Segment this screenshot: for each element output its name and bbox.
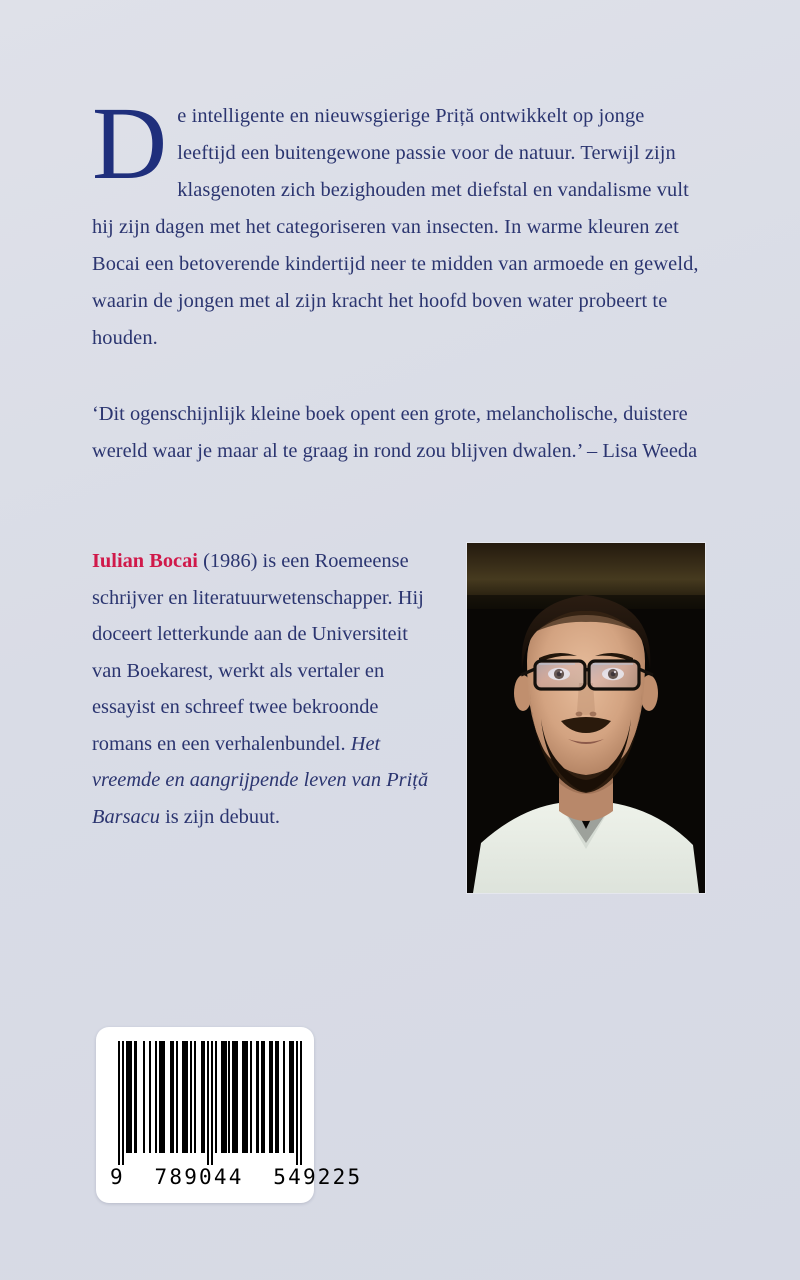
barcode-bars [118,1041,296,1165]
blurb-text: e intelligente en nieuwsgierige Priță ontwikkelt op jonge leeftijd een buitengewone passie voor de natuur. Terwijl zijn klasgenoten zich bezighouden met diefstal en vandalisme vult hij zijn dagen met het categoriseren van insecten. In warme kleuren zet Bocai een betoverende kindertijd neer te midden van armoede en geweld, waarin de jongen met al zijn kracht het hoofd boven water probeert te houden. [92,105,699,349]
bio-text-before-title: is een Roemeense schrijver en literatuurwetenschapper. Hij doceert letterkunde aan de Universiteit van Boekarest, werkt als vertaler en essayist en schreef twee bekroonde romans en een verhalenbundel. [92,550,424,755]
bio-text-after-title: is zijn debuut. [159,805,281,828]
author-portrait-image [467,543,705,893]
review-quote-body: ‘Dit ogenschijnlijk kleine boek opent een grote, melancholische, duistere wereld waar je maar al te graag in rond zou blijven dwalen.’ [92,403,688,462]
blurb-paragraph [92,86,706,357]
author-portrait [467,543,705,893]
drop-cap-letter: D [92,86,168,201]
author-name: Iulian Bocai [92,550,198,572]
review-quote-attribution: – Lisa Weeda [587,440,698,462]
review-quote [92,396,706,470]
barcode-digits: 9 789044 549225 [110,1165,363,1189]
isbn-barcode [96,1027,363,1203]
book-title: Het vreemde en aangrijpende leven van Priță Barsacu [92,732,429,828]
author-bio [92,543,437,835]
author-birth-year-value: (1986) [203,550,258,572]
